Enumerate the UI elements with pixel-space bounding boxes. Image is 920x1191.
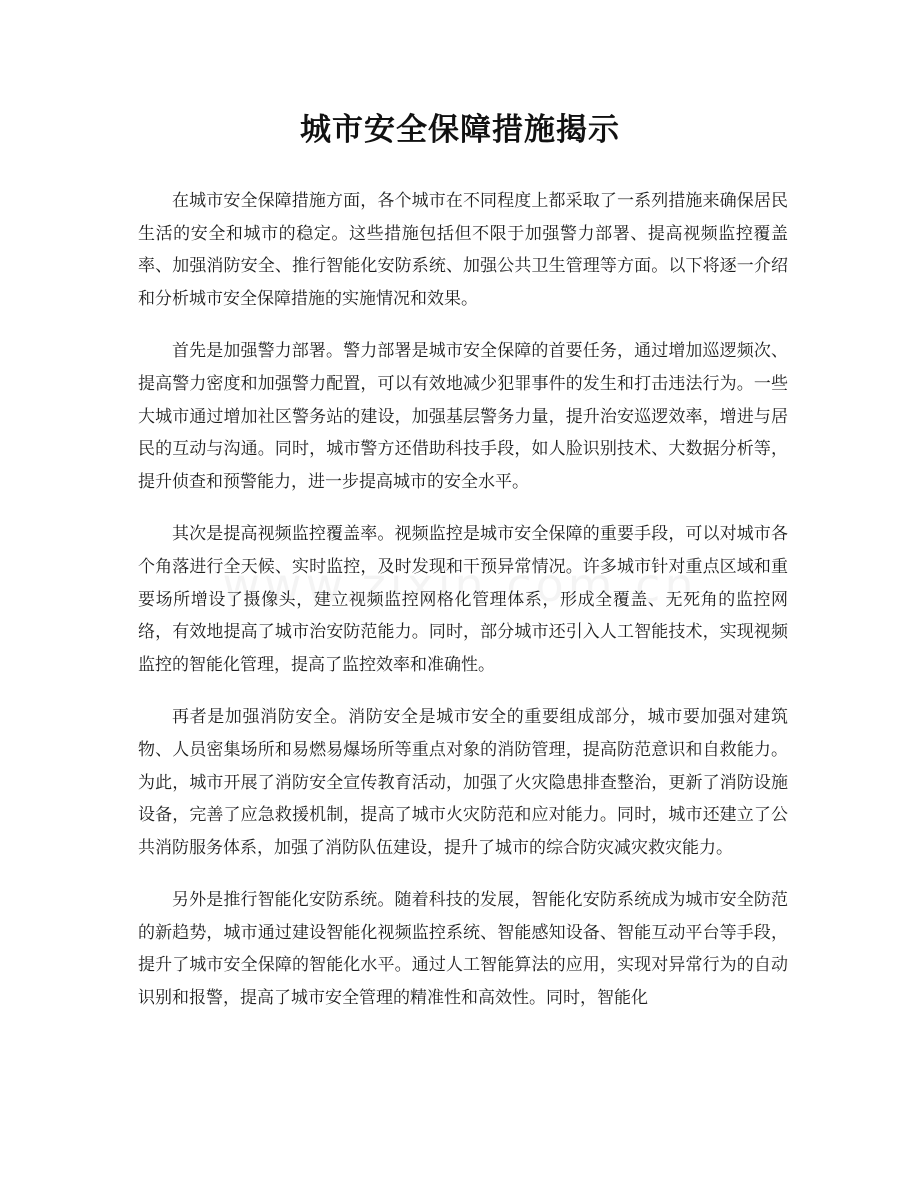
- paragraph-fire-safety: 再者是加强消防安全。消防安全是城市安全的重要组成部分，城市要加强对建筑物、人员密集场所和易燃易爆场所等重点对象的消防管理，提高防范意识和自救能力。为此，城市开展了消防安全宣传教育活动，加强了火灾隐患排查整治，更新了消防设施设备，完善了应急救援机制，提高了城市火灾防范和应对能力。同时，城市还建立了公共消防服务体系，加强了消防队伍建设，提升了城市的综合防灾减灾救灾能力。: [138, 707, 788, 858]
- paragraph-police: 首先是加强警力部署。警力部署是城市安全保障的首要任务，通过增加巡逻频次、提高警力密度和加强警力配置，可以有效地减少犯罪事件的发生和打击违法行为。一些大城市通过增加社区警务站的建设，加强基层警务力量，提升治安巡逻效率，增进与居民的互动与沟通。同时，城市警方还借助科技手段，如人脸识别技术、大数据分析等，提升侦查和预警能力，进一步提高城市的安全水平。: [138, 341, 788, 492]
- paragraph-intro: 在城市安全保障措施方面，各个城市在不同程度上都采取了一系列措施来确保居民生活的安全和城市的稳定。这些措施包括但不限于加强警力部署、提高视频监控覆盖率、加强消防安全、推行智能化安防系统、加强公共卫生管理等方面。以下将逐一介绍和分析城市安全保障措施的实施情况和效果。: [138, 191, 788, 309]
- document-body: [138, 185, 788, 1035]
- paragraph-smart-security: 另外是推行智能化安防系统。随着科技的发展，智能化安防系统成为城市安全防范的新趋势，城市通过建设智能化视频监控系统、智能感知设备、智能互动平台等手段，提升了城市安全保障的智能化水平。通过人工智能算法的应用，实现对异常行为的自动识别和报警，提高了城市安全管理的精准性和高效性。同时，智能化: [138, 890, 788, 1009]
- document-title: 城市安全保障措施揭示: [300, 112, 620, 148]
- paragraph-video-surveillance: 其次是提高视频监控覆盖率。视频监控是城市安全保障的重要手段，可以对城市各个角落进行全天候、实时监控，及时发现和干预异常情况。许多城市针对重点区域和重要场所增设了摄像头，建立视频监控网格化管理体系，形成全覆盖、无死角的监控网络，有效地提高了城市治安防范能力。同时，部分城市还引入人工智能技术，实现视频监控的智能化管理，提高了监控效率和准确性。: [138, 524, 788, 675]
